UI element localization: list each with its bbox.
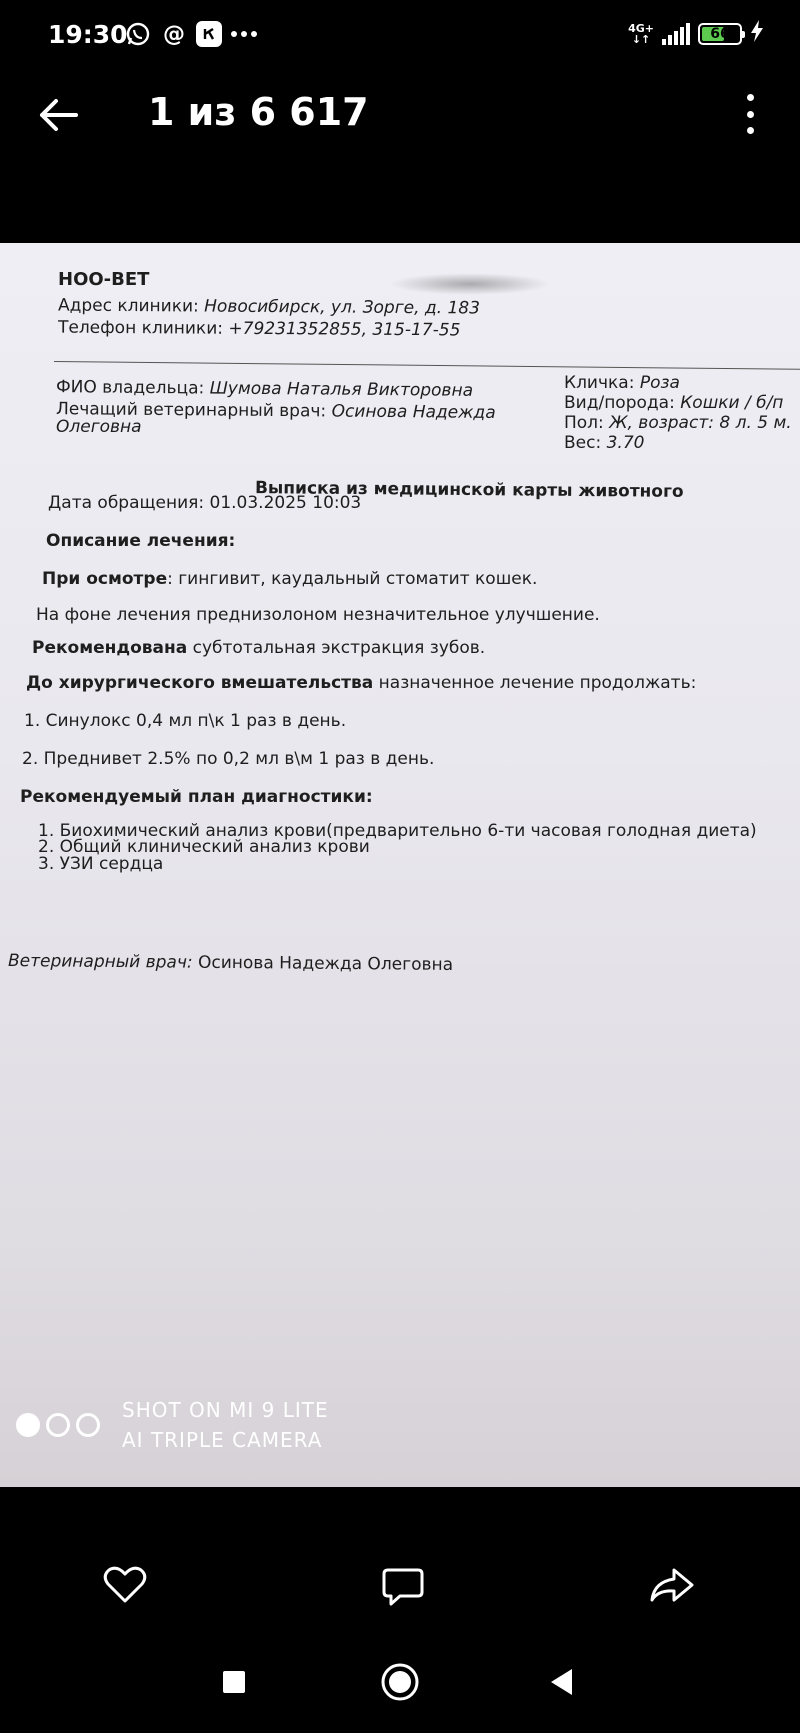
recommendation: Рекомендована субтотальная экстракция зубов. (32, 638, 486, 658)
clinic-name: НОО-ВЕТ (58, 269, 150, 290)
signature-line: Ветеринарный врач: Осинова Надежда Олеговна (7, 951, 454, 975)
pet-species: Вид/порода: Кошки / б/п (564, 393, 784, 413)
pre-surgery-note: До хирургического вмешательства назначенное лечение продолжать: (26, 673, 697, 693)
network-type: 4G+ ↓↑ (628, 21, 654, 46)
treatment-title: Описание лечения: (46, 531, 236, 551)
battery-level: 66 (710, 25, 730, 42)
system-nav-bar (0, 1660, 800, 1710)
recents-square-icon[interactable] (212, 1660, 256, 1704)
smudge (390, 273, 550, 295)
pet-weight: Вес: 3.70 (564, 433, 645, 453)
comment-icon[interactable] (378, 1560, 428, 1610)
document-paper (0, 243, 800, 1487)
at-sign-icon: @ (163, 21, 185, 47)
exam-findings: При осмотре: гингивит, каудальный стоматит кошек. (42, 569, 538, 589)
divider (54, 361, 800, 370)
back-triangle-icon[interactable] (540, 1660, 584, 1704)
diag-item-3: 3. УЗИ сердца (38, 854, 164, 874)
owner-name: ФИО владельца: Шумова Наталья Викторовна (55, 377, 474, 401)
status-bar (0, 0, 800, 76)
home-circle-icon[interactable] (378, 1660, 422, 1704)
app-notification-icon (196, 21, 222, 47)
watermark-line1: SHOT ON MI 9 LITE (122, 1398, 329, 1422)
document-heading: Выписка из медицинской карты животного (254, 478, 684, 502)
notification-icons (124, 20, 258, 48)
heart-icon[interactable] (100, 1560, 150, 1610)
attending-doctor: Лечащий ветеринарный врач: Осинова Надежда (55, 399, 496, 423)
back-arrow-icon[interactable] (36, 92, 82, 138)
system-icons (628, 20, 764, 47)
clinic-address: Адрес клиники: Новосибирск, ул. Зорге, д. 183 (57, 295, 481, 319)
pet-sex-age: Пол: Ж, возраст: 8 л. 5 м. (564, 413, 792, 433)
triple-camera-icon (16, 1413, 100, 1437)
treatment-background: На фоне лечения преднизолоном незначительное улучшение. (36, 605, 600, 625)
battery-icon (698, 23, 742, 45)
camera-watermark (16, 1395, 329, 1455)
clinic-phone: Телефон клиники: +79231352855, 315-17-55 (57, 317, 461, 341)
visit-date: Дата обращения: 01.03.2025 10:03 (48, 493, 362, 513)
more-options-icon[interactable] (738, 94, 762, 134)
image-counter-title: 1 из 6 617 (148, 90, 369, 134)
pet-name: Кличка: Роза (564, 373, 680, 393)
charging-icon (750, 20, 764, 47)
photo-viewer[interactable] (0, 243, 800, 1487)
more-dots-icon (230, 20, 258, 48)
photo-actions (0, 1560, 800, 1620)
signal-icon (662, 23, 690, 45)
watermark-line2: AI TRIPLE CAMERA (122, 1428, 323, 1452)
whatsapp-icon (124, 20, 152, 48)
diagnostics-title: Рекомендуемый план диагностики: (20, 787, 373, 807)
attending-doctor-cont: Олеговна (56, 417, 142, 437)
med-item-1: 1. Синулокс 0,4 мл п\к 1 раз в день. (24, 711, 347, 731)
status-time: 19:30 (48, 20, 128, 49)
diag-item-1: 1. Биохимический анализ крови(предварительно 6-ти часовая голодная диета) (38, 821, 757, 841)
app-bar (0, 76, 800, 156)
share-icon[interactable] (646, 1560, 696, 1610)
diag-item-2: 2. Общий клинический анализ крови (38, 837, 370, 857)
med-item-2: 2. Преднивет 2.5% по 0,2 мл в\м 1 раз в день. (22, 749, 435, 769)
